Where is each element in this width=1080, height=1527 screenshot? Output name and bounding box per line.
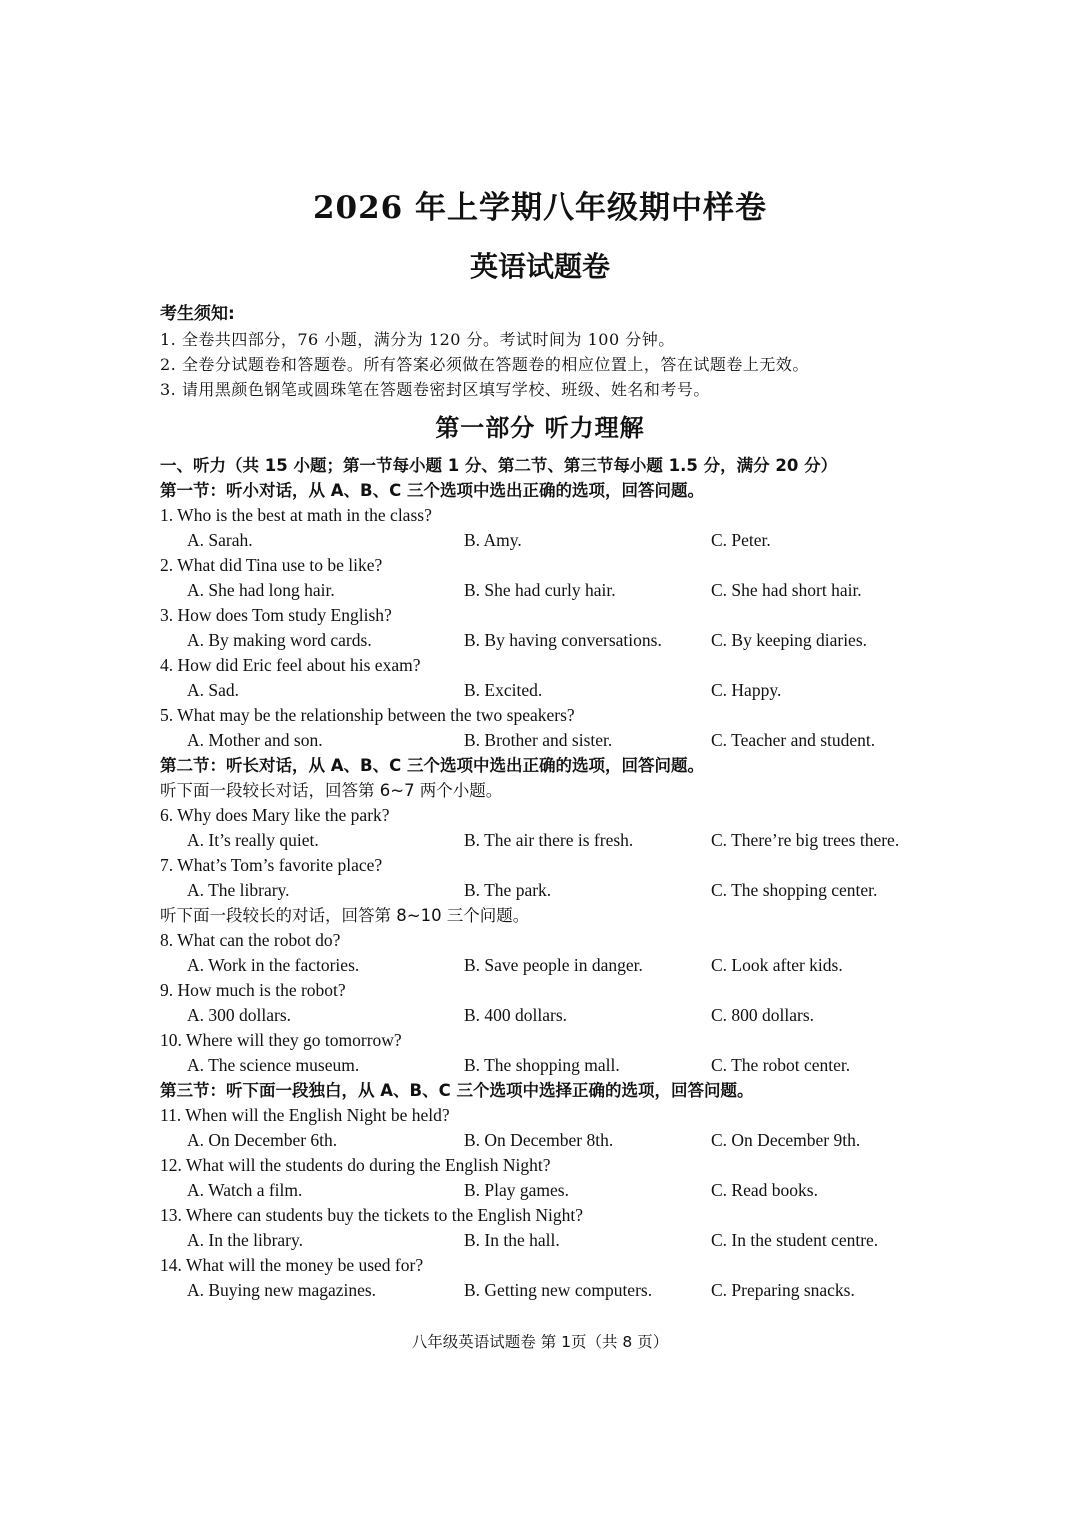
- options-row: [160, 1053, 1040, 1078]
- question-text: 3. How does Tom study English?: [160, 605, 392, 625]
- option-a: A. Sad.: [187, 680, 240, 700]
- group-intro: 听下面一段较长的对话，回答第 8~10 三个问题。: [160, 906, 530, 925]
- options-row: [160, 678, 1040, 703]
- option-c: C. By keeping diaries.: [711, 630, 868, 650]
- option-b: B. The air there is fresh.: [464, 830, 634, 850]
- option-b: B. Amy.: [464, 530, 522, 550]
- option-b: B. Brother and sister.: [464, 730, 613, 750]
- options-row: [160, 953, 1040, 978]
- question-text: 10. Where will they go tomorrow?: [160, 1030, 402, 1050]
- option-a: A. Watch a film.: [187, 1180, 303, 1200]
- question-text: 1. Who is the best at math in the class?: [160, 505, 432, 525]
- question-text: 11. When will the English Night be held?: [160, 1105, 450, 1125]
- notice-heading: 考生须知:: [160, 304, 235, 324]
- option-a: A. The science museum.: [187, 1055, 360, 1075]
- options-row: [160, 528, 1040, 553]
- option-a: A. The library.: [187, 880, 290, 900]
- option-a: A. Mother and son.: [187, 730, 323, 750]
- option-b: B. She had curly hair.: [464, 580, 616, 600]
- notice-item: 2. 全卷分试题卷和答题卷。所有答案必须做在答题卷的相应位置上，答在试题卷上无效。: [160, 355, 809, 374]
- option-a: A. Work in the factories.: [187, 955, 360, 975]
- question-text: 2. What did Tina use to be like?: [160, 555, 383, 575]
- question-text: 4. How did Eric feel about his exam?: [160, 655, 421, 675]
- notice-item: 3. 请用黑颜色钢笔或圆珠笔在答题卷密封区填写学校、班级、姓名和考号。: [160, 380, 710, 399]
- option-c: C. There’re big trees there.: [711, 830, 900, 850]
- question-text: 6. Why does Mary like the park?: [160, 805, 390, 825]
- option-a: A. By making word cards.: [187, 630, 372, 650]
- option-b: B. Excited.: [464, 680, 543, 700]
- section-heading: 第一节：听小对话，从 A、B、C 三个选项中选出正确的选项，回答问题。: [160, 481, 704, 500]
- option-b: B. Play games.: [464, 1180, 569, 1200]
- option-b: B. 400 dollars.: [464, 1005, 568, 1025]
- option-c: C. Preparing snacks.: [711, 1280, 855, 1300]
- question-text: 12. What will the students do during the English Night?: [160, 1155, 551, 1175]
- option-a: A. On December 6th.: [187, 1130, 338, 1150]
- option-c: C. The shopping center.: [711, 880, 878, 900]
- question-text: 14. What will the money be used for?: [160, 1255, 424, 1275]
- candidate-notice: [160, 302, 1020, 402]
- page-footer: 八年级英语试题卷 第 1页（共 8 页）: [411, 1333, 669, 1351]
- section-heading: 第二节：听长对话，从 A、B、C 三个选项中选出正确的选项，回答问题。: [160, 756, 704, 775]
- option-c: C. On December 9th.: [711, 1130, 861, 1150]
- option-a: A. Buying new magazines.: [187, 1280, 377, 1300]
- option-b: B. On December 8th.: [464, 1130, 614, 1150]
- question-text: 8. What can the robot do?: [160, 930, 341, 950]
- exam-subtitle: 英语试题卷: [469, 250, 610, 283]
- listening-header: 一、听力（共 15 小题；第一节每小题 1 分、第二节、第三节每小题 1.5 分，满分 20 分）: [160, 456, 838, 475]
- question-text: 5. What may be the relationship between the two speakers?: [160, 705, 575, 725]
- options-row: [160, 1278, 1040, 1303]
- option-c: C. In the student centre.: [711, 1230, 879, 1250]
- option-b: B. The shopping mall.: [464, 1055, 620, 1075]
- option-b: B. Save people in danger.: [464, 955, 643, 975]
- option-c: C. The robot center.: [711, 1055, 851, 1075]
- options-row: [160, 628, 1040, 653]
- notice-item: 1. 全卷共四部分，76 小题，满分为 120 分。考试时间为 100 分钟。: [160, 330, 675, 349]
- option-b: B. In the hall.: [464, 1230, 560, 1250]
- option-a: A. 300 dollars.: [187, 1005, 292, 1025]
- option-a: A. She had long hair.: [187, 580, 335, 600]
- option-c: C. Happy.: [711, 680, 782, 700]
- option-c: C. She had short hair.: [711, 580, 862, 600]
- option-c: C. Teacher and student.: [711, 730, 876, 750]
- question-text: 7. What’s Tom’s favorite place?: [160, 855, 383, 875]
- option-b: B. Getting new computers.: [464, 1280, 653, 1300]
- group-intro: 听下面一段较长对话，回答第 6~7 两个小题。: [160, 781, 503, 800]
- question-text: 9. How much is the robot?: [160, 980, 346, 1000]
- options-row: [160, 1228, 1040, 1253]
- options-row: [160, 578, 1040, 603]
- options-row: [160, 728, 1040, 753]
- options-row: [160, 1178, 1040, 1203]
- part-one-title: 第一部分 听力理解: [435, 413, 645, 442]
- question-text: 13. Where can students buy the tickets to the English Night?: [160, 1205, 583, 1225]
- listening-content: [160, 453, 1040, 1303]
- option-c: C. Look after kids.: [711, 955, 843, 975]
- section-heading: 第三节：听下面一段独白，从 A、B、C 三个选项中选择正确的选项，回答问题。: [160, 1081, 754, 1100]
- options-row: [160, 1003, 1040, 1028]
- options-row: [160, 828, 1040, 853]
- option-b: B. The park.: [464, 880, 552, 900]
- options-row: [160, 1128, 1040, 1153]
- option-a: A. Sarah.: [187, 530, 253, 550]
- option-b: B. By having conversations.: [464, 630, 662, 650]
- option-a: A. In the library.: [187, 1230, 303, 1250]
- option-c: C. Peter.: [711, 530, 771, 550]
- option-a: A. It’s really quiet.: [187, 830, 319, 850]
- options-row: [160, 878, 1040, 903]
- exam-title: 2026 年上学期八年级期中样卷: [312, 190, 768, 226]
- option-c: C. 800 dollars.: [711, 1005, 815, 1025]
- option-c: C. Read books.: [711, 1180, 818, 1200]
